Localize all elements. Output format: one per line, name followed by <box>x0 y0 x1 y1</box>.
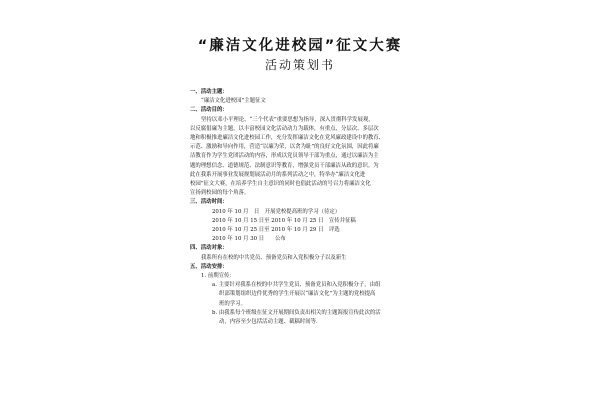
purpose-line: 以反腐倡廉为主题，以丰富校园文化活动动力为载体，有重点、分层次、多层次 <box>190 125 379 132</box>
purpose-line: 题的理想信念、道德规范、法制意识等教育，增强党员干部廉洁从政的意识。为 <box>190 162 379 169</box>
purpose-line: 宣扬到校园的每个角落。 <box>190 190 250 197</box>
document-subtitle: 活动策划书 <box>264 58 335 72</box>
schedule-line: 2010 年 10 月 25 日至 2010 年 10 月 29 日 评选 <box>212 227 340 234</box>
section-heading-arrangement: 五、活动安排： <box>190 263 228 270</box>
document-body <box>190 88 405 327</box>
section-heading-schedule: 三、活动时间： <box>190 199 228 206</box>
schedule-line: 2010 年 10 月 15 日至 2010 年 10 月 25 日 宣传并征稿 <box>212 217 356 224</box>
sub-a-text: 主要针对我系在校的中共学生党员、预备党员和入党积极分子，由组 <box>218 282 381 289</box>
arrangement-sub-b <box>190 309 405 327</box>
section-heading-theme: 一、活动主题： <box>190 89 228 95</box>
schedule-line: 2010 年 10 月 30 日 公布 <box>212 236 286 243</box>
sub-b-text: 由我系每个班级在征文开展期间负责出相关的主题海报宣传此次的活 <box>218 309 381 316</box>
audience-text: 我系所有在校的中共党员、预备党员和入党积极分子以及新生 <box>201 254 347 261</box>
document-title: “廉洁文化进校园”征文大赛 <box>197 38 403 54</box>
sub-a-label: a. <box>212 282 217 289</box>
sub-a-line <box>212 281 405 290</box>
sub-a-line: 织部策划组织边件优秀的学生开展以“廉洁文化”为主题的党校提高 <box>219 291 376 298</box>
sub-b-label: b. <box>212 309 218 316</box>
sub-b-line <box>212 309 405 318</box>
purpose-paragraph <box>190 116 405 199</box>
arrangement-sub-a <box>190 281 405 309</box>
purpose-line: 此在我系开展事业发展规划展活动月的系列活动之中，特举办“廉洁文化进 <box>190 171 366 178</box>
purpose-line: 校园”征文大赛，在培养学生自主意识的同时也倡此活动的号召力将廉洁文化 <box>190 181 371 188</box>
arrangement-item-1: 1. 前期宣传： <box>201 273 235 280</box>
sub-a-line: 班的学习。 <box>219 300 246 307</box>
schedule-line: 2010 年 10 月 日 开展党校提高班的学习（待定） <box>212 208 341 215</box>
sub-b-line: 动，内容至少包括活动主题、截稿时间等. <box>219 319 318 326</box>
section-heading-purpose: 二、活动目的： <box>190 107 228 114</box>
section-heading-audience: 四、活动对象： <box>190 245 228 252</box>
theme-text: “廉洁文化进校园”主题征文 <box>201 98 266 105</box>
purpose-line: 地和积极推进廉洁文化进校园工作，充分发挥廉洁文化在党风廉政建设中的教育、 <box>190 135 385 142</box>
purpose-line: 洁教育作为学生党团活动的内容，形成以党员领导干部为重点，通过以廉洁为主 <box>190 153 379 160</box>
purpose-line: 坚持以邓小平理论、“三个代表”重要思想为指导，深入贯彻科学发展观， <box>201 116 374 123</box>
purpose-line: 示范、激励和导向作用，营造“以廉为荣，以贪为耻”的良好文化氛围，因此将廉 <box>190 144 379 151</box>
